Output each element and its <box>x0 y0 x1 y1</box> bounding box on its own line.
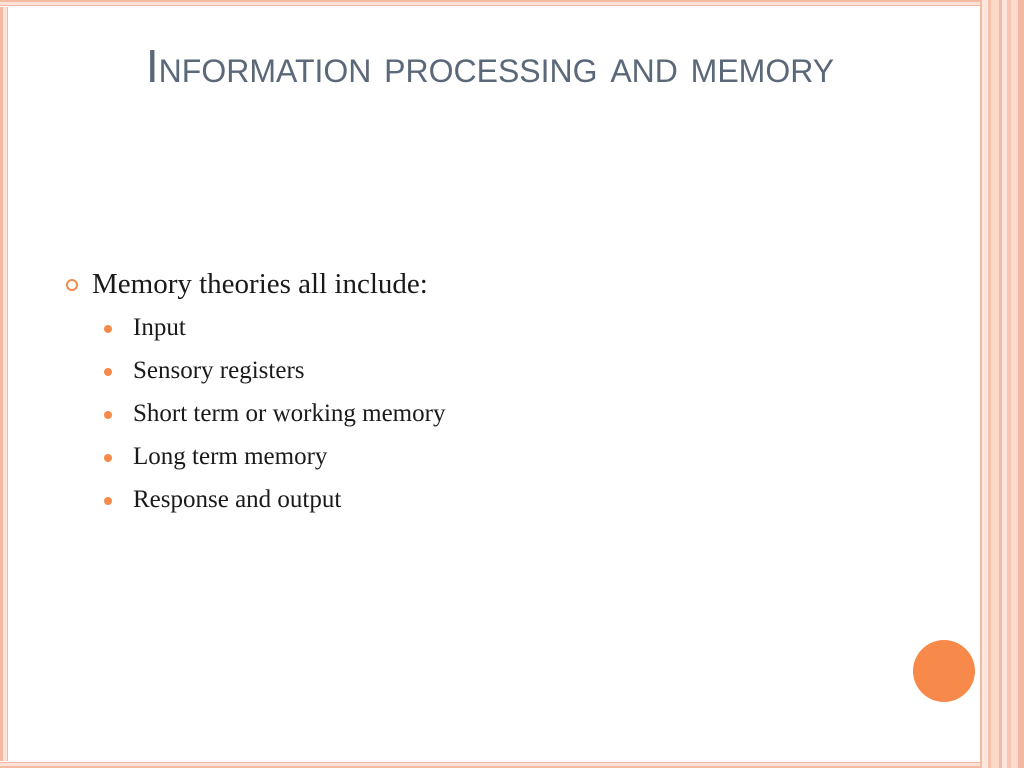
list-item <box>104 349 946 392</box>
dot-bullet-icon <box>104 368 112 376</box>
left-border <box>0 0 10 768</box>
list-item <box>104 478 946 521</box>
main-bullet <box>66 262 946 306</box>
list-item-text: Sensory registers <box>133 357 305 384</box>
ring-bullet-icon <box>66 279 78 291</box>
list-item <box>104 435 946 478</box>
list-item-text: Input <box>133 314 186 341</box>
dot-bullet-icon <box>104 411 112 419</box>
list-item-text: Long term memory <box>133 443 328 470</box>
dot-bullet-icon <box>104 497 112 505</box>
list-item <box>104 306 946 349</box>
slide-title: Information processing and memory <box>145 40 835 92</box>
dot-bullet-icon <box>104 454 112 462</box>
right-stripes <box>980 0 1024 768</box>
list-item-text: Short term or working memory <box>133 400 446 427</box>
list-item-text: Response and output <box>133 486 342 513</box>
slide-body <box>66 262 946 521</box>
dot-bullet-icon <box>104 325 112 333</box>
sub-bullet-list <box>66 306 946 521</box>
main-bullet-text: Memory theories all include: <box>92 268 428 300</box>
bottom-border <box>0 761 980 768</box>
list-item <box>104 392 946 435</box>
top-border <box>0 0 980 7</box>
decorative-circle <box>913 640 975 702</box>
